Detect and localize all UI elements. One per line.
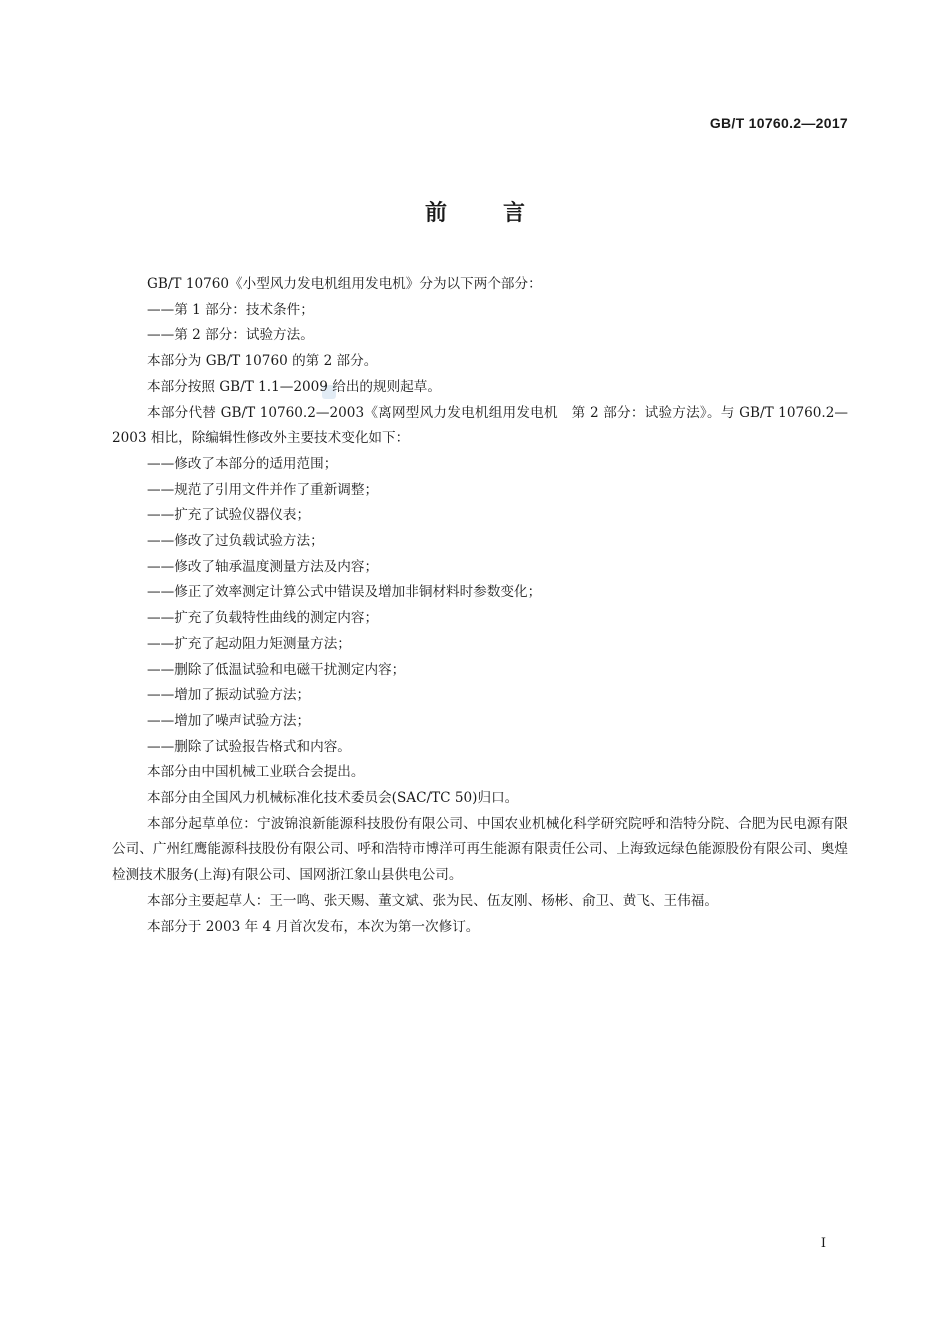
list-item-change: ——扩充了起动阻力矩测量方法； [147, 635, 351, 652]
paragraph-replacement: 本部分代替 GB/T 10760.2—2003《离网型风力发电机组用发电机 第 2 部分：试验方法》。与 GB/T 10760.2—2003 相比，除编辑性修改外主要技术变化如下： [112, 404, 848, 447]
list-item-part-2: ——第 2 部分：试验方法。 [147, 327, 314, 344]
list-item-part-1: ——第 1 部分：技术条件； [147, 301, 314, 318]
list-item-change: ——修改了轴承温度测量方法及内容； [147, 558, 379, 575]
list-item-change: ——修改了过负载试验方法； [147, 533, 324, 550]
list-item-change: ——增加了振动试验方法； [147, 687, 311, 704]
standard-number: GB/T 10760.2—2017 [709, 115, 848, 131]
document-body [112, 272, 848, 940]
paragraph-history: 本部分于 2003 年 4 月首次发布，本次为第一次修订。 [147, 918, 480, 935]
list-item-change: ——修正了效率测定计算公式中错误及增加非铜材料时参数变化； [147, 584, 542, 601]
list-item-change: ——扩充了负载特性曲线的测定内容； [147, 610, 379, 627]
list-item-change: ——删除了低温试验和电磁干扰测定内容； [147, 661, 406, 678]
paragraph-administrator: 本部分由全国风力机械标准化技术委员会(SAC/TC 50)归口。 [147, 790, 519, 807]
page-number: I [820, 1236, 826, 1251]
page-title: 前言 [424, 201, 581, 226]
paragraph-drafting-rules: 本部分按照 GB/T 1.1—2009 给出的规则起草。 [147, 378, 441, 395]
list-item-change: ——修改了本部分的适用范围； [147, 455, 338, 472]
paragraph-drafters: 本部分主要起草人：王一鸣、张天赐、董文斌、张为民、伍友刚、杨彬、俞卫、黄飞、王伟福。 [147, 892, 718, 909]
paragraph-proposer: 本部分由中国机械工业联合会提出。 [147, 764, 365, 781]
paragraph-part-statement: 本部分为 GB/T 10760 的第 2 部分。 [147, 353, 378, 370]
list-item-change: ——增加了噪声试验方法； [147, 712, 311, 729]
list-item-change: ——扩充了试验仪器仪表； [147, 507, 311, 524]
paragraph-drafting-units: 本部分起草单位：宁波锦浪新能源科技股份有限公司、中国农业机械化科学研究院呼和浩特分院、合肥为民电源有限公司、广州红鹰能源科技股份有限公司、呼和浩特市博洋可再生能源有限责任公司、上海致远绿色能源股份有限公司、奥煌检测技术服务(上海)有限公司、国网浙江象山县供电公司。 [112, 815, 848, 884]
paragraph-parts-intro: GB/T 10760《小型风力发电机组用发电机》分为以下两个部分： [147, 276, 542, 292]
list-item-change: ——删除了试验报告格式和内容。 [147, 738, 351, 755]
list-item-change: ——规范了引用文件并作了重新调整； [147, 481, 379, 498]
